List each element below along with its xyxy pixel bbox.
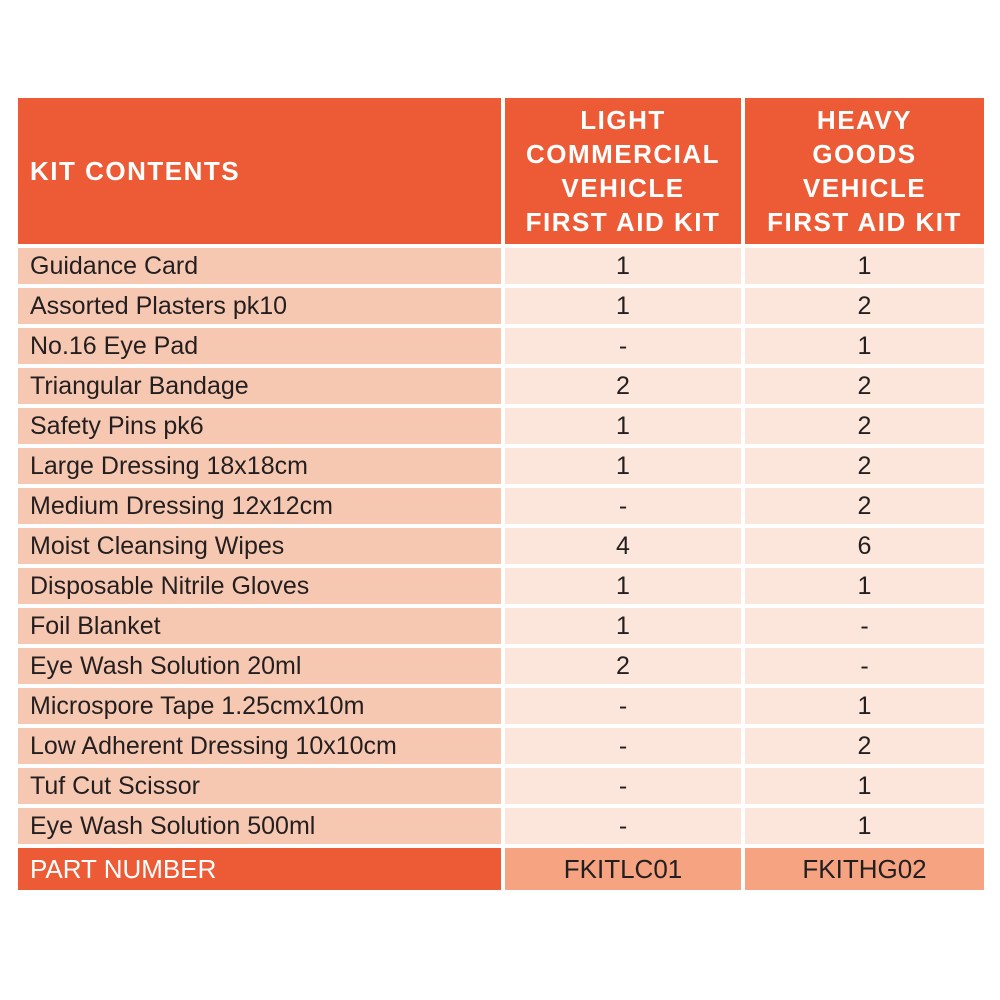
table-row <box>18 368 984 404</box>
item-name: Microspore Tape 1.25cmx10m <box>18 688 501 724</box>
hgv-quantity: 2 <box>745 368 984 404</box>
hgv-quantity: 1 <box>745 568 984 604</box>
hgv-quantity: 1 <box>745 768 984 804</box>
item-name: Low Adherent Dressing 10x10cm <box>18 728 501 764</box>
header-line: VEHICLE <box>561 173 685 203</box>
header-line: LIGHT <box>580 105 666 135</box>
lcv-quantity: 1 <box>505 248 741 284</box>
item-name: Tuf Cut Scissor <box>18 768 501 804</box>
table-row <box>18 728 984 764</box>
table-row <box>18 688 984 724</box>
item-name: Medium Dressing 12x12cm <box>18 488 501 524</box>
item-name: Disposable Nitrile Gloves <box>18 568 501 604</box>
lcv-quantity: - <box>505 488 741 524</box>
lcv-part-number: FKITLC01 <box>505 848 741 890</box>
header-line: HEAVY <box>816 105 913 135</box>
item-name: Safety Pins pk6 <box>18 408 501 444</box>
lcv-quantity: 1 <box>505 288 741 324</box>
header-row <box>18 98 984 244</box>
part-number-label: PART NUMBER <box>18 848 501 890</box>
lcv-quantity: 2 <box>505 648 741 684</box>
header-line: GOODS <box>812 139 917 169</box>
header-line: FIRST AID KIT <box>525 207 721 237</box>
hgv-quantity: 2 <box>745 488 984 524</box>
lcv-quantity: - <box>505 768 741 804</box>
header-heavy-goods-vehicle <box>745 98 984 244</box>
table-row <box>18 448 984 484</box>
table-row <box>18 488 984 524</box>
header-light-commercial-vehicle <box>505 98 741 244</box>
lcv-quantity: - <box>505 688 741 724</box>
table-row <box>18 288 984 324</box>
item-name: No.16 Eye Pad <box>18 328 501 364</box>
table-row <box>18 568 984 604</box>
part-number-row <box>18 848 984 890</box>
hgv-quantity: 2 <box>745 448 984 484</box>
table-row <box>18 248 984 284</box>
lcv-quantity: - <box>505 328 741 364</box>
header-line: COMMERCIAL <box>525 139 721 169</box>
header-kit-contents: KIT CONTENTS <box>18 98 501 244</box>
item-name: Moist Cleansing Wipes <box>18 528 501 564</box>
lcv-quantity: 1 <box>505 448 741 484</box>
lcv-quantity: 4 <box>505 528 741 564</box>
table-row <box>18 408 984 444</box>
lcv-quantity: 1 <box>505 568 741 604</box>
hgv-quantity: - <box>745 648 984 684</box>
kit-contents-table <box>14 94 988 894</box>
lcv-quantity: 1 <box>505 608 741 644</box>
table-row <box>18 528 984 564</box>
hgv-quantity: 1 <box>745 808 984 844</box>
hgv-quantity: 6 <box>745 528 984 564</box>
hgv-quantity: - <box>745 608 984 644</box>
hgv-quantity: 2 <box>745 728 984 764</box>
header-line: VEHICLE <box>802 173 927 203</box>
header-line: FIRST AID KIT <box>767 207 962 237</box>
hgv-quantity: 1 <box>745 248 984 284</box>
item-name: Assorted Plasters pk10 <box>18 288 501 324</box>
table-row <box>18 328 984 364</box>
lcv-quantity: - <box>505 728 741 764</box>
item-name: Large Dressing 18x18cm <box>18 448 501 484</box>
hgv-quantity: 1 <box>745 688 984 724</box>
table-row <box>18 808 984 844</box>
table-row <box>18 608 984 644</box>
hgv-quantity: 2 <box>745 408 984 444</box>
kit-rows <box>18 248 984 890</box>
lcv-quantity: 2 <box>505 368 741 404</box>
item-name: Foil Blanket <box>18 608 501 644</box>
item-name: Guidance Card <box>18 248 501 284</box>
item-name: Triangular Bandage <box>18 368 501 404</box>
hgv-part-number: FKITHG02 <box>745 848 984 890</box>
table-row <box>18 768 984 804</box>
lcv-quantity: - <box>505 808 741 844</box>
lcv-quantity: 1 <box>505 408 741 444</box>
table-row <box>18 648 984 684</box>
hgv-quantity: 2 <box>745 288 984 324</box>
item-name: Eye Wash Solution 500ml <box>18 808 501 844</box>
item-name: Eye Wash Solution 20ml <box>18 648 501 684</box>
hgv-quantity: 1 <box>745 328 984 364</box>
